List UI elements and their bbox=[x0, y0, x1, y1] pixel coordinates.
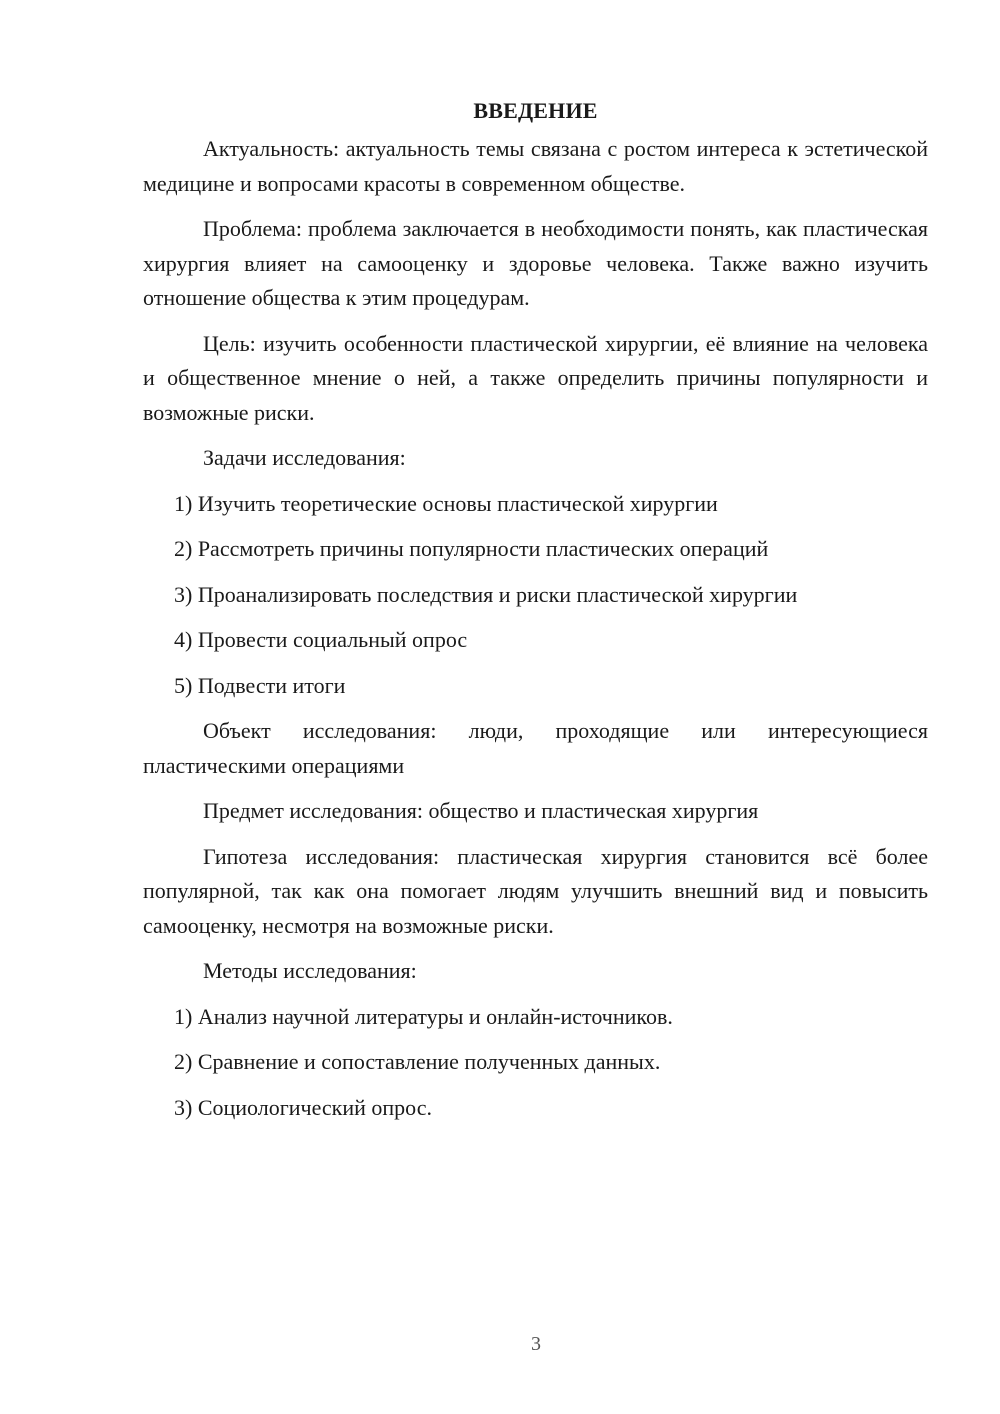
section-title: ВВЕДЕНИЕ bbox=[473, 98, 598, 123]
task-item: 4) Провести социальный опрос bbox=[174, 627, 468, 652]
goal-paragraph: Цель: изучить особенности пластической хирургии, её влияние на человека и общественное мнение о ней, а также определить причины популярности и возможные риски. bbox=[143, 330, 928, 425]
tasks-heading: Задачи исследования: bbox=[203, 445, 406, 470]
method-item: 1) Анализ научной литературы и онлайн-источников. bbox=[174, 1003, 673, 1029]
method-item: 3) Социологический опрос. bbox=[174, 1094, 432, 1120]
task-item: 1) Изучить теоретические основы пластической хирургии bbox=[174, 490, 718, 516]
task-item: 3) Проанализировать последствия и риски пластической хирургии bbox=[174, 581, 798, 607]
task-item: 2) Рассмотреть причины популярности пластических операций bbox=[174, 536, 769, 561]
problem-paragraph: Проблема: проблема заключается в необходимости понять, как пластическая хирургия влияет на самооценку и здоровье человека. Также важно изучить отношение общества к этим процедурам. bbox=[143, 216, 928, 310]
methods-heading: Методы исследования: bbox=[203, 958, 417, 983]
page-content bbox=[143, 97, 928, 1136]
task-item: 5) Подвести итоги bbox=[174, 672, 346, 698]
page-number: 3 bbox=[531, 1333, 541, 1355]
method-item: 2) Сравнение и сопоставление полученных данных. bbox=[174, 1049, 661, 1074]
relevance-paragraph: Актуальность: актуальность темы связана с ростом интереса к эстетической медицине и вопросами красоты в современном обществе. bbox=[143, 136, 928, 196]
hypothesis-paragraph: Гипотеза исследования: пластическая хирургия становится всё более популярной, так как она помогает людям улучшить внешний вид и повысить самооценку, несмотря на возможные риски. bbox=[143, 843, 928, 938]
tasks-list bbox=[143, 487, 928, 704]
methods-list bbox=[143, 1000, 928, 1126]
subject-paragraph: Предмет исследования: общество и пластическая хирургия bbox=[203, 798, 759, 823]
object-paragraph: Объект исследования: люди, проходящие или интересующиеся пластическими операциями bbox=[143, 718, 928, 778]
